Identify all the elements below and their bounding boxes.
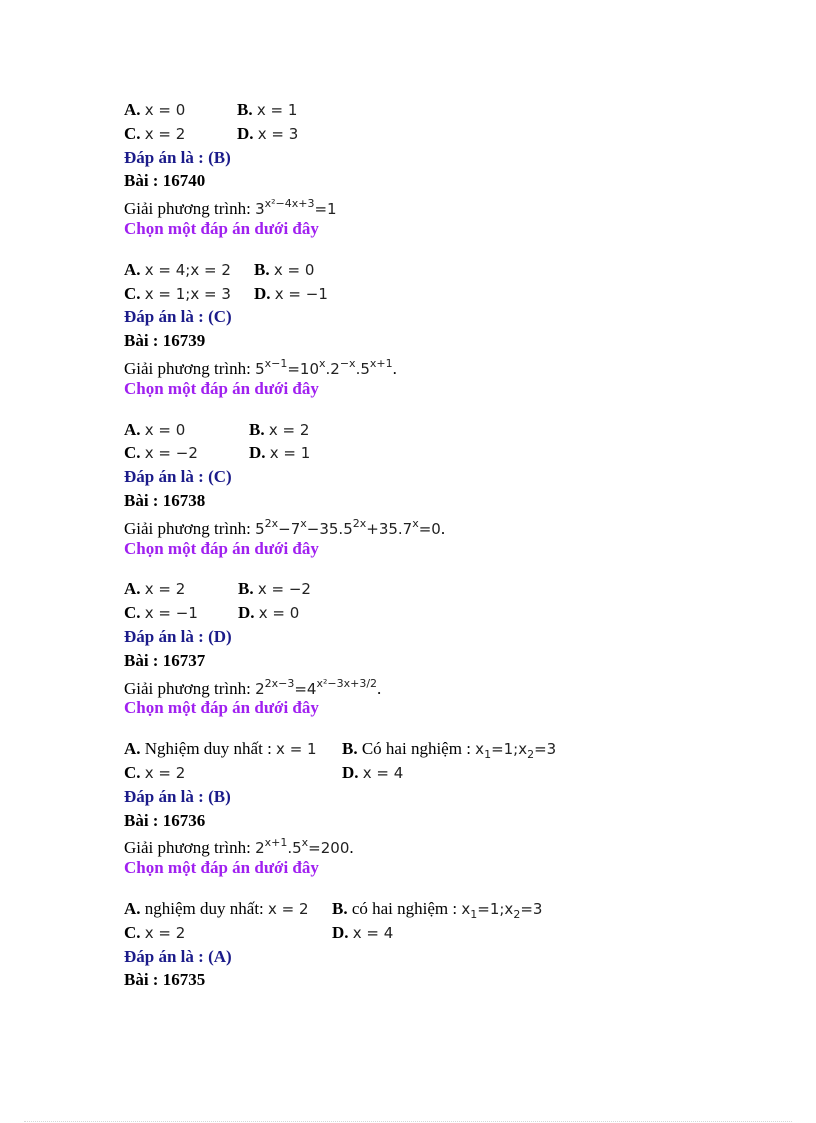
answer-line: Đáp án là : (C) (124, 467, 232, 487)
option-row (124, 122, 744, 146)
problem-id: Bài : 16739 (124, 331, 206, 351)
choose-instruction: Chọn một đáp án dưới đây (124, 858, 319, 878)
option-b-value: x = 1 (256, 101, 298, 119)
option-d-value: x = −1 (274, 284, 328, 303)
option-b-value: x = 2 (268, 420, 310, 439)
option-d-value: x = 1 (269, 444, 311, 463)
option-b-label: B. (237, 100, 253, 119)
problem-prompt: Giải phương trình: $3^{x^2-4x+3}=1$ (124, 197, 337, 219)
option-c-value: x = 1;x = 3 (144, 284, 231, 303)
answer-line: Đáp án là : (D) (124, 626, 232, 646)
option-a-value: x = 4;x = 2 (144, 260, 231, 279)
option-a-value: x = 0 (144, 420, 186, 439)
option-row: A. nghiệm duy nhất: x = 2 B. có hai nghiệm : $x_1=1;x_2=3$ (124, 898, 543, 921)
option-c-value: x = −1 (144, 604, 198, 623)
problem-id: Bài : 16738 (124, 490, 206, 510)
answer-line: Đáp án là : (C) (124, 307, 232, 327)
option-b-value: $x_1=1;x_2=3$ (461, 899, 543, 921)
option-a-value: x = 2 (268, 899, 309, 918)
answer-line: Đáp án là : (B) (124, 786, 231, 806)
option-row: C. x = −2 D. x = 1 (124, 443, 311, 463)
problem-prompt: Giải phương trình: $2^{x+1}.5^x=200$. (124, 836, 354, 858)
option-b-value: $x_1=1;x_2=3$ (475, 740, 557, 762)
option-a-text: nghiệm duy nhất: (144, 898, 264, 918)
option-c-value: x = 2 (144, 763, 186, 782)
option-row: C. x = 1;x = 3 D. x = −1 (124, 283, 328, 303)
option-row: C. x = 2 D. x = 4 (124, 922, 394, 942)
option-row: A. Nghiệm duy nhất : x = 1 B. Có hai nghiệm : $x_1=1;x_2=3$ (124, 739, 557, 762)
equation: $5^{2x}-7^x-35.5^{2x}+35.7^x=0$ (255, 516, 441, 538)
option-c-label: C. (124, 123, 141, 143)
option-b-text: Có hai nghiệm : (361, 739, 471, 759)
choose-instruction: Chọn một đáp án dưới đây (124, 378, 319, 398)
option-d-value: x = 4 (352, 923, 394, 942)
equation: $5^{x-1}=10^x.2^{-x}.5^{x+1}$ (255, 356, 393, 378)
option-b-value: x = 0 (273, 260, 315, 279)
choose-instruction: Chọn một đáp án dưới đây (124, 538, 319, 558)
choose-instruction: Chọn một đáp án dưới đây (124, 218, 319, 238)
option-a-value: x = 2 (144, 580, 186, 599)
option-row (124, 98, 744, 122)
option-d-value: x = 3 (257, 124, 299, 143)
problem-id: Bài : 16740 (124, 171, 206, 191)
option-c-value: x = 2 (144, 923, 186, 942)
option-c-value: x = −2 (144, 444, 198, 463)
option-d-value: x = 4 (362, 763, 404, 782)
choose-instruction: Chọn một đáp án dưới đây (124, 698, 319, 718)
option-d-value: x = 0 (258, 604, 300, 623)
option-row: A. x = 0 B. x = 2 (124, 419, 310, 439)
problem-prompt: Giải phương trình: $5^{x-1}=10^x.2^{-x}.5^{x+1}$. (124, 356, 397, 378)
problem-prompt: Giải phương trình: $2^{2x-3}=4^{x^2-3x+3/2}$. (124, 676, 382, 698)
equation: $3^{x^2-4x+3}=1$ (255, 197, 337, 219)
option-row: A. x = 4;x = 2 B. x = 0 (124, 259, 315, 279)
option-row: C. x = 2 D. x = 4 (124, 762, 404, 782)
option-row: C. x = −1 D. x = 0 (124, 603, 300, 623)
problem-id: Bài : 16736 (124, 810, 206, 830)
document-body (124, 98, 744, 992)
answer-line: Đáp án là : (B) (124, 147, 231, 167)
answer-line: Đáp án là : (A) (124, 946, 232, 966)
equation: $2^{x+1}.5^x=200$ (255, 836, 350, 858)
option-c-value: x = 2 (144, 124, 186, 143)
option-b-value: x = −2 (257, 580, 311, 599)
option-a-value: x = 0 (144, 101, 186, 119)
option-row: A. x = 2 B. x = −2 (124, 579, 311, 599)
option-a-value: x = 1 (276, 740, 317, 759)
option-a-text: Nghiệm duy nhất : (144, 739, 272, 759)
problem-prompt: Giải phương trình: $5^{2x}-7^x-35.5^{2x}+35.7^x=0$. (124, 516, 446, 538)
option-d-label: D. (237, 123, 254, 143)
problem-id: Bài : 16735 (124, 970, 206, 990)
equation: $2^{2x-3}=4^{x^2-3x+3/2}$ (255, 676, 378, 698)
option-b-text: có hai nghiệm : (351, 898, 458, 918)
option-a-label: A. (124, 100, 141, 119)
problem-id: Bài : 16737 (124, 650, 206, 670)
page-bottom-divider (24, 1121, 792, 1122)
